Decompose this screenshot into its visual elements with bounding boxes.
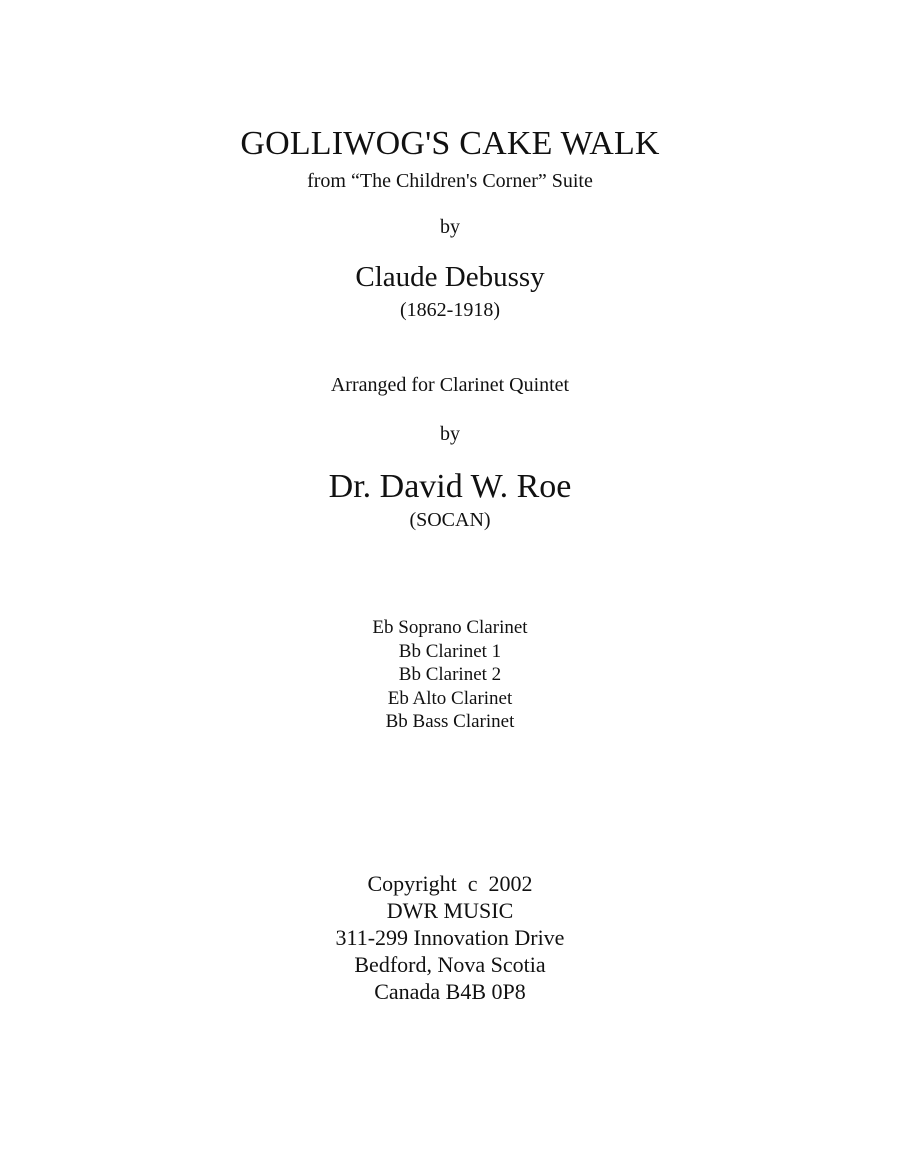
publisher-address: 311-299 Innovation Drive [335,925,565,950]
publisher-country-postal: Canada B4B 0P8 [374,979,526,1004]
arranger-society: (SOCAN) [409,509,491,531]
copyright-block [0,870,900,1005]
composer-name: Claude Debussy [355,261,545,293]
instrument-item: Eb Alto Clarinet [387,687,513,709]
arranger-name: Dr. David W. Roe [328,468,572,505]
by-label-composer: by [440,216,460,238]
publisher-city: Bedford, Nova Scotia [354,952,546,977]
piece-title: GOLLIWOG'S CAKE WALK [240,125,660,162]
by-label-arranger: by [440,423,460,445]
instrument-item: Bb Clarinet 1 [398,640,502,662]
instrument-item: Bb Clarinet 2 [398,664,502,685]
instrumentation-list [0,616,900,734]
arrangement-description: Arranged for Clarinet Quintet [330,374,570,396]
instrument-item: Eb Soprano Clarinet [372,617,528,638]
publisher-name: DWR MUSIC [386,898,514,923]
suite-subtitle: from “The Children's Corner” Suite [307,170,593,192]
copyright-line: Copyright c 2002 [367,871,533,896]
composer-dates: (1862-1918) [400,299,500,321]
instrument-item: Bb Bass Clarinet [385,711,515,732]
